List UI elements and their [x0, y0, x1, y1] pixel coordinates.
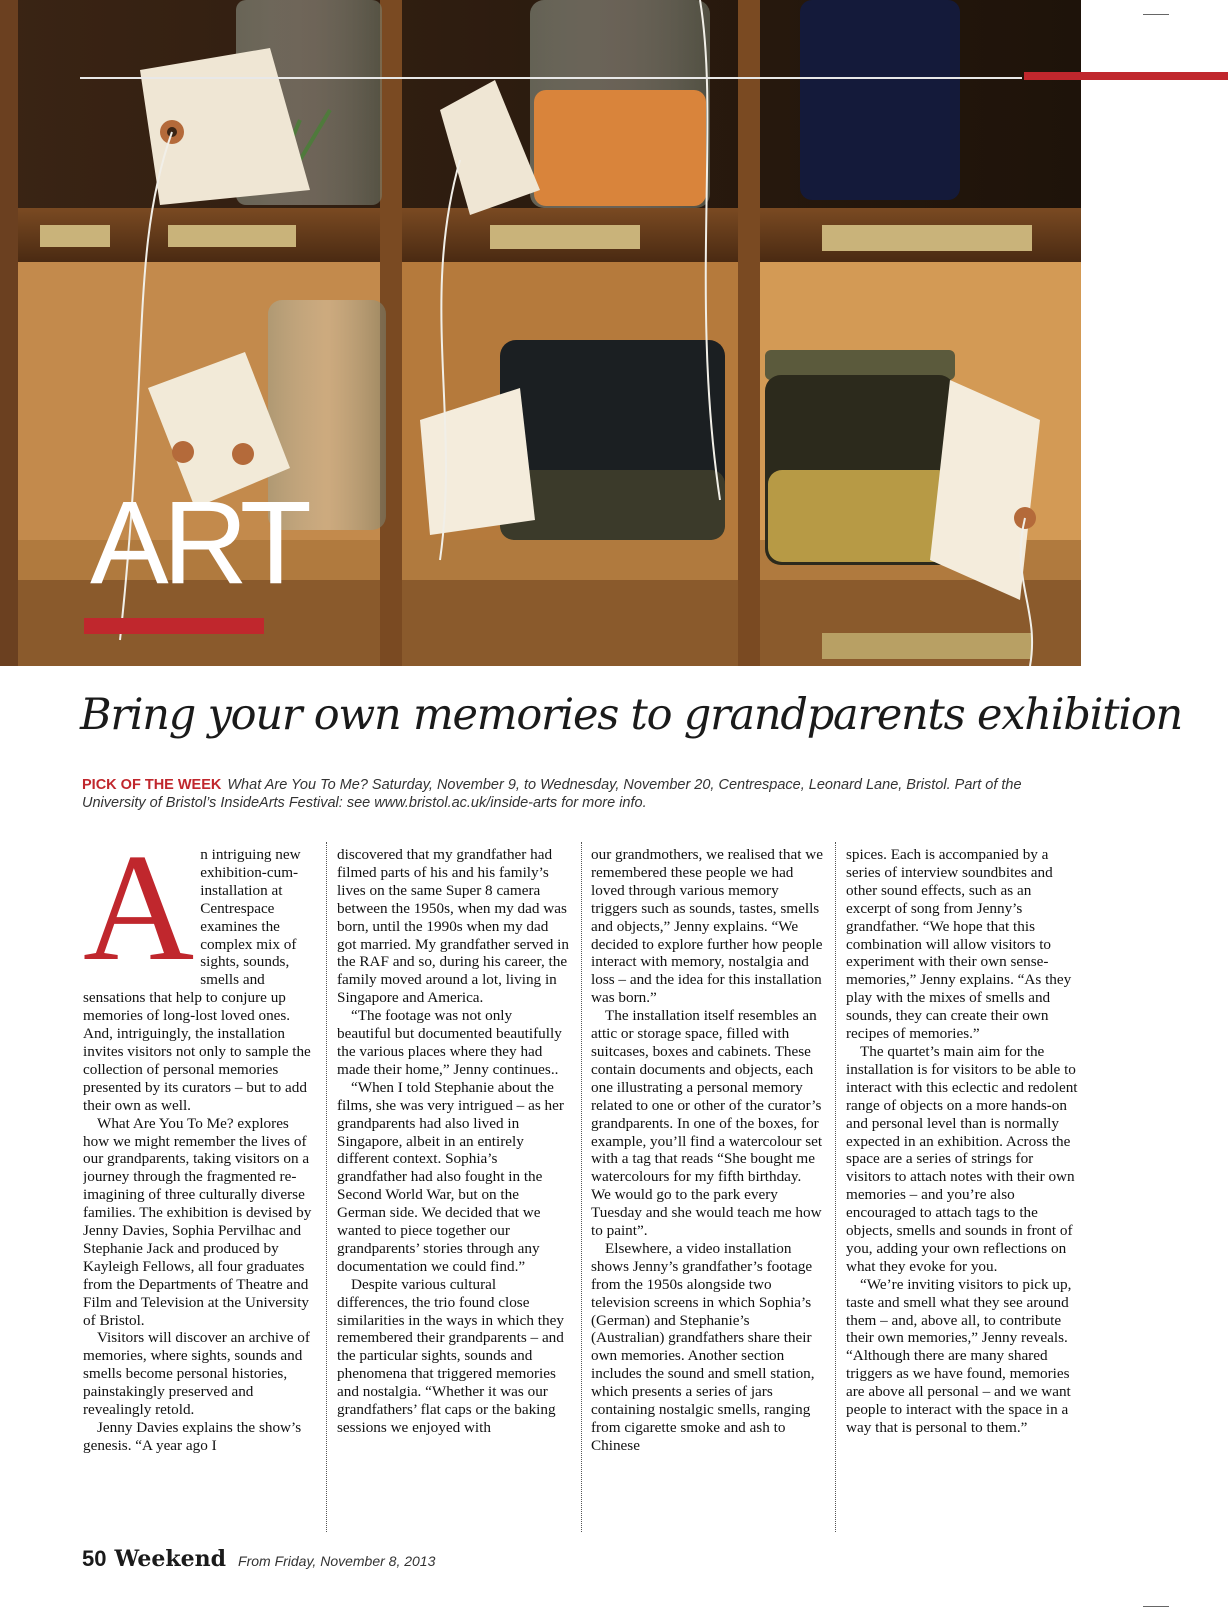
article-column-4	[846, 846, 1078, 1531]
article-paragraph: The quartet’s main aim for the installation is for visitors to be able to interact with this eclectic and redolent range of objects on a more hands-on and personal level than is normally expected in an exhibition. Across the space are a series of strings for visitors to attach notes with their own memories – and you’re also encouraged to attach tags to the objects, smells and sounds in front of you, adding your own reflections on what they evoke for you.	[846, 1042, 1078, 1275]
article-paragraph: our grandmothers, we realised that we remembered these people we had loved through various memory triggers such as sounds, tastes, smells and objects,” Jenny explains. “We decided to explore further how people interact with memory, nostalgia and loss – and the idea for this installation was born.”	[591, 846, 823, 1007]
article-column-2	[337, 846, 569, 1531]
column-rule	[835, 842, 836, 1532]
issue-date: From Friday, November 8, 2013	[238, 1553, 436, 1569]
column-rule	[326, 842, 327, 1532]
section-underline	[84, 618, 264, 634]
article-paragraph: Visitors will discover an archive of memories, where sights, sounds and smells become personal histories, painstakingly preserved and revealingly retold.	[83, 1329, 310, 1419]
ruler-accent-bar-right	[1024, 72, 1228, 80]
headline: Bring your own memories to grandparents exhibition	[80, 690, 1183, 740]
article-paragraph: “When I told Stephanie about the films, she was very intrigued – as her grandparents had also lived in Singapore, albeit in an entirely different context. Sophia’s grandfather had also fought in the Second World War, but on the German side. We decided that we wanted to piece together our grandparents’ stories through any documentation we could find.”	[337, 1078, 564, 1275]
article-paragraph: discovered that my grandfather had filmed parts of his and his family’s lives on the same Super 8 camera between the 1950s, when my dad was born, until the 1990s when my dad got married. My grandfather served in the RAF and so, during his career, the family moved around a lot, living in Singapore and America.	[337, 846, 569, 1007]
article-paragraph: “The footage was not only beautiful but documented beautifully the various places where they had made their home,” Jenny continues..	[337, 1007, 562, 1078]
drop-cap: A	[83, 846, 195, 993]
hero-photo	[0, 0, 1081, 666]
article-paragraph: spices. Each is accompanied by a series of interview soundbites and other sound effects, such as an excerpt of song from Jenny’s grandfather. “We hope that this combination will allow visitors to experiment with their own sense-memories,” Jenny explains. “As they play with the mixes of smells and sounds, they can create their own recipes of memories.”	[846, 846, 1072, 1043]
article-paragraph: n intriguing new exhibition-cum-installation at Centrespace examines the complex mix of sights, sounds, smells and sensations that help to conjure up memories of long-lost loved ones. And, intriguingly, the installation invites visitors not only to sample the collection of personal memories presented by its curators – but to add their own as well.	[83, 846, 311, 1114]
article-paragraph: “We’re inviting visitors to pick up, taste and smell what they see around them – and, above all, to contribute their own memories,” Jenny reveals. “Although there are many shared triggers as we have found, memories are above all personal – and we want people to interact with the space in a way that is personal to them.”	[846, 1275, 1072, 1436]
crop-mark	[1143, 1606, 1169, 1607]
crop-mark	[1143, 14, 1169, 15]
standfirst-text: What Are You To Me? Saturday, November 9, to Wednesday, November 20, Centrespace, Leonard Lane, Bristol. Part of the University of Bristol’s InsideArts Festival: see www.bristol.ac.uk/inside-arts for more info.	[82, 777, 1022, 811]
magazine-name: Weekend	[114, 1546, 227, 1572]
article-paragraph: What Are You To Me? explores how we might remember the lives of our grandparents, taking visitors on a journey through the fragmented re-imagining of three culturally diverse families. The exhibition is devised by Jenny Davies, Sophia Pervilhac and Stephanie Jack and produced by Kayleigh Fellows, all four graduates from the Departments of Theatre and Film and Television at the University of Bristol.	[83, 1114, 312, 1329]
page-footer	[82, 1546, 435, 1572]
article-paragraph: Jenny Davies explains the show’s genesis. “A year ago I	[83, 1419, 302, 1454]
standfirst-kicker: PICK OF THE WEEK	[82, 777, 222, 793]
article-paragraph: Elsewhere, a video installation shows Jenny’s grandfather’s footage from the 1950s alongside two television screens in which Sophia’s (German) and Stephanie’s (Australian) grandfathers share their own memories. Another section includes the sound and smell station, which presents a series of jars containing nostalgic smells, ranging from cigarette smoke and ash to Chinese	[591, 1239, 815, 1454]
article-column-3	[591, 846, 823, 1531]
article-paragraph: Despite various cultural differences, the trio found close similarities in the ways in which they remembered their grandparents – and the particular sights, sounds and phenomena that triggered memories and nostalgia. “Whether it was our grandfathers’ flat caps or the baking sessions we enjoyed with	[337, 1275, 564, 1436]
article-column-1	[83, 846, 315, 1531]
section-label: ART	[90, 477, 306, 609]
column-rule	[581, 842, 582, 1532]
article-paragraph: The installation itself resembles an attic or storage space, filled with suitcases, boxes and cabinets. These contain documents and objects, each one illustrating a personal memory related to one or other of the curator’s grandparents. In one of the boxes, for example, you’ll find a watercolour set with a tag that reads “She bought me watercolours for my fifth birthday. We would go to the park every Tuesday and she would teach me how to paint”.	[591, 1007, 823, 1240]
standfirst	[82, 776, 1082, 812]
page-number: 50	[82, 1546, 107, 1571]
